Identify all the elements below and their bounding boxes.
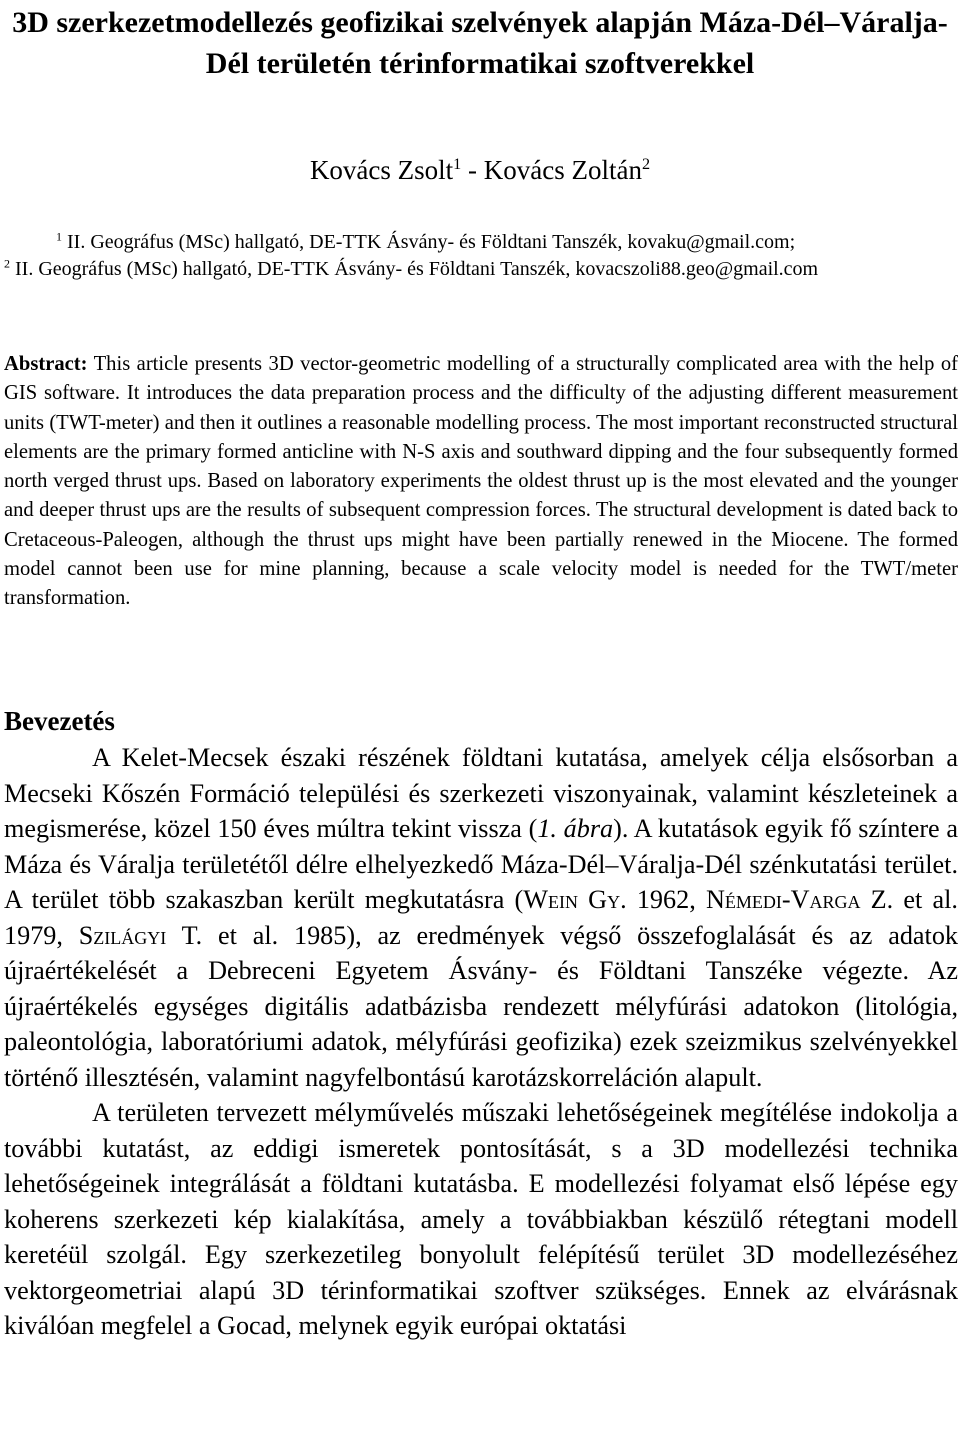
author-1: Kovács Zsolt (309, 155, 454, 185)
paragraph-1-part: et al. 1985), az eredmények végső összefoglalását és az adatok újraértékelését a Debreceni Egyetem Ásvány- és Földtani Tanszéke végezte. Az újraértékelés egységes digitális adatbázisba rendezett mélyfúrási adatokon (litológia, paleontológia, laboratóriumi adatok, mélyfúrási geofizika) ezek szeizmikus szelvényekkel történő illesztésén, valamint nagyfelbontású karotázskorreláción alapult. (4, 920, 959, 1092)
author-1-affiliation-mark: 1 (453, 155, 462, 173)
paragraph-1-part: et al. 1979, (4, 885, 958, 950)
affiliation-2-mark: 2 (4, 256, 10, 271)
affiliation-1-text: II. Geográfus (MSc) hallgató, DE-TTK Ásvány- és Földtani Tanszék, kovaku@gmail.com; (62, 231, 796, 253)
affiliation-2 (4, 256, 960, 282)
affiliation-2-text: II. Geográfus (MSc) hallgató, DE-TTK Ásvány- és Földtani Tanszék, kovacszoli88.geo@gmail.com (10, 258, 819, 280)
citation-author: Szilágyi T. (78, 920, 203, 950)
author-2-affiliation-mark: 2 (641, 155, 651, 173)
body-text (4, 740, 958, 1344)
paragraph-1 (4, 740, 958, 1095)
abstract (4, 350, 958, 614)
author-2: Kovács Zoltán (483, 155, 642, 185)
paragraph-1-part: 1962, (626, 885, 706, 914)
citation-author: Némedi-Varga Z. (705, 885, 894, 914)
figure-reference: 1. ábra (537, 814, 614, 843)
section-heading: Bevezetés (4, 706, 115, 736)
author-separator: - (461, 155, 484, 185)
paragraph-1-part: ). A kutatások egyik fő színtere a Máza és Váralja területétől délre elhelyezkedő Máza-Dél–Váralja-Dél szénkutatási terület. A terület több szakaszban került megkutatásra ( (4, 814, 958, 914)
paragraph-2: A területen tervezett mélyművelés műszaki lehetőségeinek megítélése indokolja a további kutatást, az eddigi ismeretek pontosítását, s a 3D modellezési technika lehetőségeinek integrálását a földtani kutatásba. E modellezési folyamat első lépése egy koherens szerkezeti kép kialakítása, amely a továbbiakban készülő rétegtani modell keretéül szolgál. Egy szerkezetileg bonyolult felépítésű terület 3D modellezéséhez vektorgeometriai alapú 3D térinformatikai szoftver szükséges. Ennek az elvárásnak kiválóan megfelel a Gocad, melynek egyik európai oktatási (4, 1098, 958, 1340)
abstract-label: Abstract: (4, 353, 88, 375)
abstract-text: This article presents 3D vector-geometric modelling of a structurally complicated area with the help of GIS software. It introduces the data preparation process and the difficulty of the adjusting different measurement units (TWT-meter) and then it outlines a reasonable modelling process. The most important reconstructed structural elements are the primary formed anticline with N-S axis and southward dipping and the four subsequently formed north verged thrust ups. Based on laboratory experiments the oldest thrust up is the most elevated and the younger and deeper thrust ups are the results of subsequent compression forces. The structural development is dated back to Cretaceous-Paleogen, although the thrust ups might have been partially renewed in the Miocene. The formed model cannot been use for mine planning, because a scale velocity model is needed for the TWT/meter transformation. (4, 353, 958, 610)
affiliation-1-mark: 1 (56, 229, 62, 244)
paper-title: 3D szerkezetmodellezés geofizikai szelvények alapján Máza-Dél–Váralja-Dél területén térinformatikai szoftverekkel (12, 6, 948, 80)
author-line (0, 152, 960, 188)
paragraph-1-part: A Kelet-Mecsek északi részének földtani kutatása, amelyek célja elsősorban a Mecseki Kőszén Formáció települési és szerkezeti viszonyainak, valamint készleteinek a megismerése, közel 150 éves múltra tekint vissza ( (4, 743, 958, 843)
affiliation-1 (4, 229, 960, 255)
citation-author: Wein Gy. (523, 885, 627, 914)
